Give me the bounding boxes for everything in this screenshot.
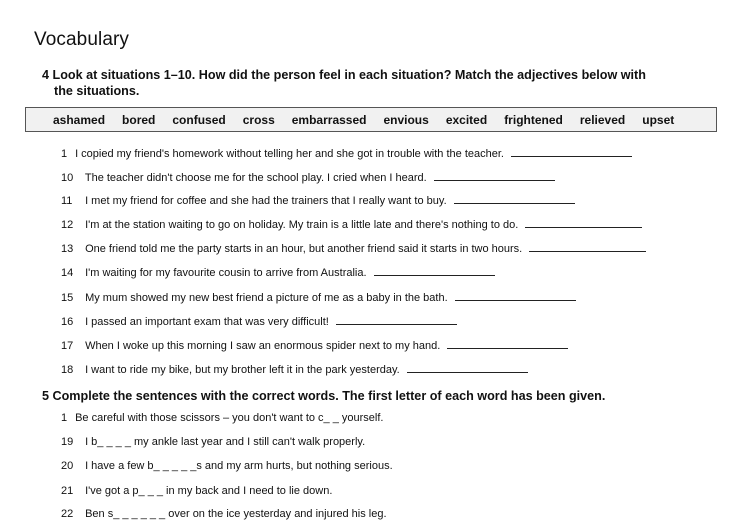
list-item: [61, 266, 495, 280]
list-item: [61, 436, 365, 449]
adjective-word-box: [25, 107, 717, 132]
list-item: [61, 339, 568, 353]
list-item: [61, 147, 632, 161]
item-text: When I woke up this morning I saw an enormous spider next to my hand.: [85, 340, 441, 352]
item-text: Ben s_ _ _ _ _ _ over on the ice yesterday and injured his leg.: [85, 508, 387, 520]
adjective-word: bored: [122, 112, 156, 127]
item-number: 15: [61, 292, 74, 304]
task-5-number: 5: [42, 389, 50, 403]
task-5-instruction-text: Complete the sentences with the correct words. The first letter of each word has been given.: [52, 389, 606, 403]
list-item: [61, 194, 575, 208]
answer-blank[interactable]: [454, 194, 575, 204]
answer-blank[interactable]: [525, 218, 642, 228]
adjective-word: frightened: [504, 112, 563, 127]
answer-blank[interactable]: [336, 315, 457, 325]
item-text: I b_ _ _ _ my ankle last year and I still can't walk properly.: [85, 436, 366, 448]
task-5-instruction: [42, 388, 702, 404]
item-number: 14: [61, 267, 74, 279]
adjective-word: embarrassed: [291, 112, 367, 127]
answer-blank[interactable]: [529, 242, 646, 252]
item-text: I copied my friend's homework without telling her and she got in trouble with the teacher.: [75, 148, 504, 160]
list-item: [61, 218, 642, 232]
item-text: My mum showed my new best friend a picture of me as a baby in the bath.: [85, 292, 448, 304]
list-item: [61, 315, 457, 329]
adjective-word: envious: [383, 112, 429, 127]
item-number: 12: [61, 219, 74, 231]
item-text: One friend told me the party starts in an hour, but another friend said it starts in two hours.: [85, 243, 523, 255]
adjective-word: confused: [172, 112, 226, 127]
list-item: [61, 412, 383, 425]
item-number: 21: [61, 485, 74, 497]
list-item: [61, 171, 555, 185]
answer-blank[interactable]: [447, 339, 568, 349]
item-text: I want to ride my bike, but my brother left it in the park yesterday.: [85, 364, 400, 376]
list-item: [61, 485, 332, 498]
item-text: I've got a p_ _ _ in my back and I need to lie down.: [85, 485, 333, 497]
item-number: 16: [61, 316, 74, 328]
answer-blank[interactable]: [374, 266, 495, 276]
task-4-number: 4: [42, 68, 50, 82]
list-item: [61, 460, 393, 473]
item-number: 18: [61, 364, 74, 376]
list-item: [61, 242, 646, 256]
item-number: 1: [61, 412, 68, 424]
task-4-instruction-line2: the situations.: [54, 84, 140, 98]
adjective-word: ashamed: [53, 112, 106, 127]
item-number: 19: [61, 436, 74, 448]
item-text: I'm waiting for my favourite cousin to arrive from Australia.: [85, 267, 367, 279]
item-number: 11: [61, 195, 73, 207]
adjective-word: upset: [642, 112, 675, 127]
answer-blank[interactable]: [511, 147, 632, 157]
item-text: The teacher didn't choose me for the school play. I cried when I heard.: [84, 172, 427, 184]
list-item: [61, 291, 576, 305]
adjective-word: relieved: [579, 112, 626, 127]
task-4-instruction-line1: Look at situations 1–10. How did the person feel in each situation? Match the adjectives below with: [52, 68, 646, 82]
item-text: I met my friend for coffee and she had the trainers that I really want to buy.: [85, 195, 447, 207]
item-number: 20: [61, 460, 74, 472]
list-item: [61, 508, 387, 521]
adjective-word: cross: [242, 112, 275, 127]
item-number: 22: [61, 508, 74, 520]
page-title: Vocabulary: [34, 29, 130, 50]
answer-blank[interactable]: [455, 291, 576, 301]
item-number: 13: [61, 243, 74, 255]
item-number: 17: [61, 340, 74, 352]
item-text: I'm at the station waiting to go on holiday. My train is a little late and there's nothing to do.: [85, 219, 519, 231]
item-text: Be careful with those scissors – you don't want to c_ _ yourself.: [75, 412, 384, 424]
list-item: [61, 363, 528, 377]
item-number: 10: [61, 172, 74, 184]
item-text: I passed an important exam that was very difficult!: [85, 316, 329, 328]
answer-blank[interactable]: [407, 363, 528, 373]
item-text: I have a few b_ _ _ _ _s and my arm hurts, but nothing serious.: [85, 460, 393, 472]
task-4-instruction: [42, 67, 702, 99]
adjective-word: excited: [445, 112, 488, 127]
item-number: 1: [61, 148, 68, 160]
answer-blank[interactable]: [434, 171, 555, 181]
